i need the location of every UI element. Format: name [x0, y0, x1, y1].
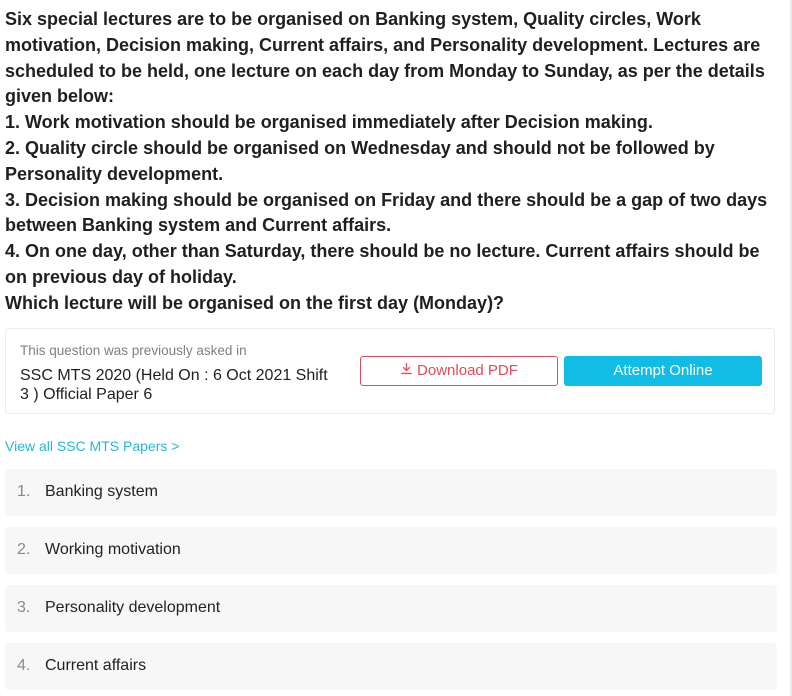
option-1[interactable] [5, 469, 777, 516]
option-number: 2. [17, 541, 31, 559]
source-paper-name: SSC MTS 2020 (Held On : 6 Oct 2021 Shift 3 ) Official Paper 6 [20, 366, 328, 403]
option-2[interactable] [5, 527, 777, 574]
source-caption: This question was previously asked in [20, 342, 247, 358]
option-number: 4. [17, 657, 31, 675]
question-ask: Which lecture will be organised on the first day (Monday)? [5, 292, 505, 313]
view-all-papers-link[interactable]: View all SSC MTS Papers > [5, 437, 180, 454]
download-pdf-label: Download PDF [417, 362, 518, 380]
option-3[interactable] [5, 585, 777, 632]
previous-paper-card [5, 328, 775, 414]
question-intro: Six special lectures are to be organised on Banking system, Quality circles, Work motivation, Decision making, Current affairs, and Personality development. Lectures are scheduled to be held, one lecture on each day from Monday to Sunday, as per the details given below: [5, 9, 765, 107]
option-4[interactable] [5, 643, 777, 690]
question-condition-4: 4. On one day, other than Saturday, there should be no lecture. Current affairs should be on previous day of holiday. [5, 241, 760, 287]
option-text: Personality development [45, 599, 221, 617]
option-text: Working motivation [45, 541, 181, 559]
option-number: 1. [17, 483, 31, 501]
download-pdf-button[interactable] [360, 356, 558, 386]
question-condition-1: 1. Work motivation should be organised immediately after Decision making. [5, 112, 653, 133]
answer-options [5, 469, 777, 690]
attempt-online-label: Attempt Online [613, 362, 713, 380]
attempt-online-button[interactable] [564, 356, 762, 386]
option-text: Current affairs [45, 657, 147, 675]
download-icon [400, 362, 413, 379]
option-number: 3. [17, 599, 31, 617]
question-text [5, 7, 780, 317]
question-condition-3: 3. Decision making should be organised on Friday and there should be a gap of two days between Banking system and Current affairs. [5, 189, 768, 236]
option-text: Banking system [45, 483, 158, 501]
question-condition-2: 2. Quality circle should be organised on Wednesday and should not be followed by Personality development. [5, 137, 715, 184]
